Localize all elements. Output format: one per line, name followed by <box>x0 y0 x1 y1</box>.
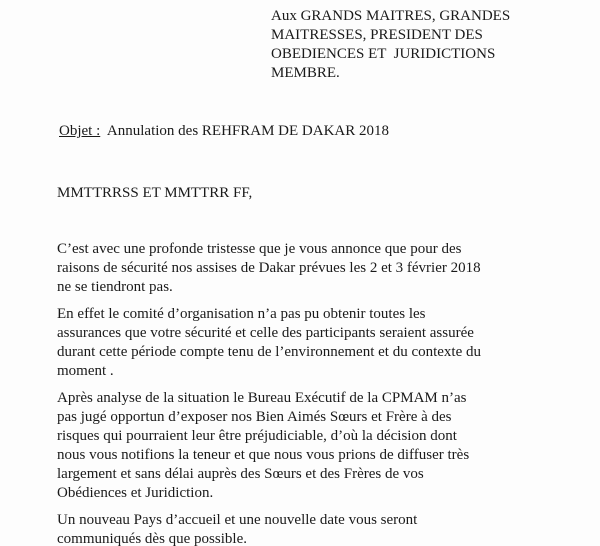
paragraph-line: raisons de sécurité nos assises de Dakar prévues les 2 et 3 février 2018 <box>57 260 481 276</box>
paragraph-line: ne se tiendront pas. <box>57 279 173 295</box>
subject-line <box>59 122 389 141</box>
salutation: MMTTRRSS ET MMTTRR FF, <box>57 185 253 201</box>
paragraph-line: communiqués dès que possible. <box>57 531 247 546</box>
subject-text: Annulation des REHFRAM DE DAKAR 2018 <box>100 123 390 139</box>
recipient-line: MEMBRE. <box>271 65 340 81</box>
paragraph-line: Obédiences et Juridiction. <box>57 485 214 501</box>
paragraph-line: Après analyse de la situation le Bureau Exécutif de la CPMAM n’as <box>57 390 467 406</box>
paragraph-line: C’est avec une profonde tristesse que je vous annonce que pour des <box>57 241 462 257</box>
paragraph-line: risques qui pourraient leur être préjudiciable, d’où la décision dont <box>57 428 457 444</box>
paragraph-line: En effet le comité d’organisation n’a pas pu obtenir toutes les <box>57 306 426 322</box>
paragraph-line: Un nouveau Pays d’accueil et une nouvelle date vous seront <box>57 512 418 528</box>
paragraph-line: pas jugé opportun d’exposer nos Bien Aimés Sœurs et Frère à des <box>57 409 452 425</box>
paragraph-line: moment . <box>57 363 114 379</box>
recipient-line: OBEDIENCES ET JURIDICTIONS <box>271 46 496 62</box>
paragraph-line: durant cette période compte tenu de l’environnement et du contexte du <box>57 344 482 360</box>
recipient-line: MAITRESSES, PRESIDENT DES <box>271 27 483 43</box>
recipient-line: Aux GRANDS MAITRES, GRANDES <box>271 8 511 24</box>
subject-label: Objet : <box>59 123 101 139</box>
paragraph-line: nous vous notifions la teneur et que nous vous prions de diffuser très <box>57 447 470 463</box>
paragraph-line: assurances que votre sécurité et celle des participants seraient assurée <box>57 325 474 341</box>
paragraph-line: largement et sans délai auprès des Sœurs et des Frères de vos <box>57 466 424 482</box>
